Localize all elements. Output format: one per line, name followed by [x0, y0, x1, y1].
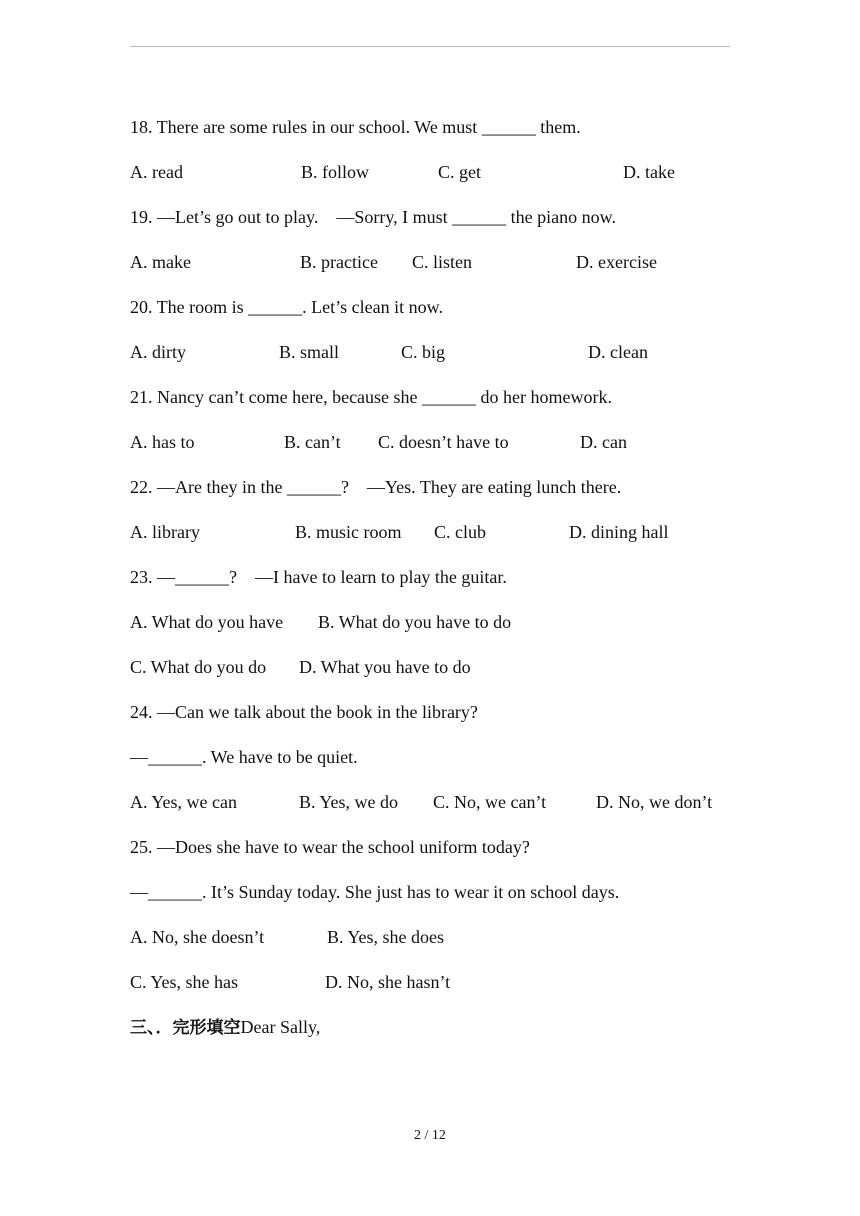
option-c: C. No, we can’t — [433, 792, 547, 812]
option-c: C. big — [401, 342, 446, 362]
question-24-reply: —______. We have to be quiet. — [130, 747, 358, 767]
option-b: B. can’t — [284, 432, 341, 452]
option-a: A. make — [130, 252, 191, 272]
option-a: A. read — [130, 162, 183, 182]
option-c: C. listen — [412, 252, 473, 272]
section-heading-line — [130, 1016, 320, 1038]
option-a: A. library — [130, 522, 200, 542]
question-20-options — [130, 341, 648, 363]
option-b: B. Yes, she does — [327, 927, 445, 947]
question-22-stem: 22. —Are they in the ______? —Yes. They are eating lunch there. — [130, 477, 622, 497]
question-25-options-row-2 — [130, 971, 451, 993]
question-21-options — [130, 431, 627, 453]
option-d: D. exercise — [576, 252, 657, 272]
question-24-stem: 24. —Can we talk about the book in the library? — [130, 702, 478, 722]
question-19-options — [130, 251, 657, 273]
section-heading: 三、．完形填空 — [130, 1018, 241, 1038]
question-18-options — [130, 161, 675, 183]
option-c: C. doesn’t have to — [378, 432, 509, 452]
question-25-stem: 25. —Does she have to wear the school uniform today? — [130, 837, 530, 857]
option-c: C. Yes, she has — [130, 972, 239, 992]
header-rule — [130, 46, 730, 47]
option-c: C. club — [434, 522, 486, 542]
option-d: D. take — [623, 162, 675, 182]
option-d: D. No, we don’t — [596, 792, 713, 812]
question-25-options-row-1 — [130, 926, 445, 948]
option-d: D. dining hall — [569, 522, 669, 542]
question-22-options — [130, 521, 669, 543]
letter-greeting: Dear Sally, — [240, 1017, 321, 1037]
question-20-stem: 20. The room is ______. Let’s clean it now. — [130, 297, 443, 317]
option-a: A. Yes, we can — [130, 792, 237, 812]
option-d: D. No, she hasn’t — [325, 972, 451, 992]
question-21-stem: 21. Nancy can’t come here, because she ______ do her homework. — [130, 387, 613, 407]
option-c: C. get — [438, 162, 481, 182]
option-b: B. follow — [301, 162, 370, 182]
option-a: A. What do you have — [130, 612, 284, 632]
option-d: D. What you have to do — [299, 657, 471, 677]
option-d: D. can — [580, 432, 627, 452]
option-b: B. music room — [295, 522, 402, 542]
option-c: C. What do you do — [130, 657, 267, 677]
question-24-options — [130, 791, 713, 813]
question-23-options-row-2 — [130, 656, 471, 678]
option-b: B. Yes, we do — [299, 792, 399, 812]
option-a: A. No, she doesn’t — [130, 927, 265, 947]
page-number: 2 / 12 — [414, 1128, 446, 1143]
option-d: D. clean — [588, 342, 648, 362]
question-23-stem: 23. —______? —I have to learn to play the guitar. — [130, 567, 507, 587]
option-b: B. What do you have to do — [318, 612, 512, 632]
question-19-stem: 19. —Let’s go out to play. —Sorry, I must ______ the piano now. — [130, 207, 616, 227]
question-18-stem: 18. There are some rules in our school. We must ______ them. — [130, 117, 581, 137]
option-b: B. small — [279, 342, 340, 362]
option-a: A. has to — [130, 432, 195, 452]
question-25-reply: —______. It’s Sunday today. She just has to wear it on school days. — [130, 882, 620, 902]
option-b: B. practice — [300, 252, 378, 272]
option-a: A. dirty — [130, 342, 186, 362]
question-23-options-row-1 — [130, 611, 512, 633]
